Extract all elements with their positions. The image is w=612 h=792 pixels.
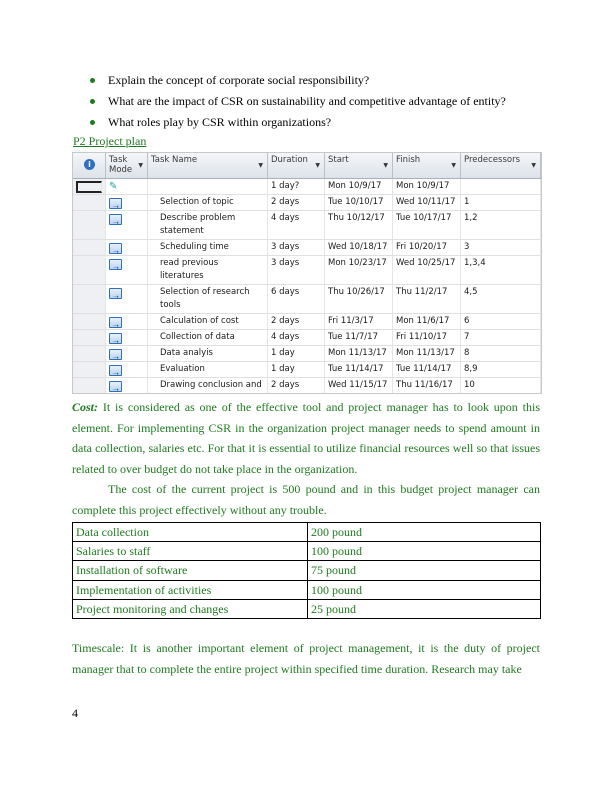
task-name-cell[interactable] <box>148 179 268 194</box>
auto-scheduled-icon <box>109 333 122 344</box>
table-header <box>73 153 541 179</box>
table-row[interactable]: ➝ Selection of topic 2 days Tue 10/10/17 Wed 10/11/17 1 <box>73 195 541 211</box>
task-name-cell[interactable]: Data analyis <box>148 346 268 361</box>
column-header-start[interactable]: Start ▼ <box>325 153 393 178</box>
task-name-cell[interactable]: Collection of data <box>148 330 268 345</box>
dropdown-arrow-icon[interactable]: ▼ <box>138 162 143 169</box>
task-name-cell[interactable]: Selection of topic <box>148 195 268 210</box>
task-name-cell[interactable]: read previous literatures <box>148 256 268 284</box>
dropdown-arrow-icon[interactable]: ▼ <box>315 162 320 169</box>
section-heading: P2 Project plan <box>73 134 147 148</box>
task-name-cell[interactable]: Scheduling time <box>148 240 268 255</box>
selected-cell[interactable] <box>76 181 102 193</box>
question-list <box>90 70 506 133</box>
dropdown-arrow-icon[interactable]: ▼ <box>383 162 388 169</box>
auto-scheduled-icon <box>109 259 122 270</box>
auto-scheduled-icon <box>109 214 122 225</box>
table-row: Installation of software 75 pound <box>73 561 541 580</box>
task-name-cell[interactable]: Describe problem statement <box>148 211 268 239</box>
task-name-cell[interactable]: Selection of research tools <box>148 285 268 313</box>
auto-scheduled-icon <box>109 365 122 376</box>
table-row[interactable]: ➝ Drawing conclusion and 2 days Wed 11/15/17 Thu 11/16/17 10 <box>73 378 541 394</box>
column-header-duration[interactable]: Duration ▼ <box>268 153 325 178</box>
column-header-task-name[interactable]: Task Name ▼ <box>148 153 268 178</box>
column-header-finish[interactable]: Finish ▼ <box>393 153 461 178</box>
table-row[interactable]: ➝ read previous literatures 3 days Mon 10/23/17 Wed 10/25/17 1,3,4 <box>73 256 541 285</box>
table-row[interactable]: ➝ Describe problem statement 4 days Thu 10/12/17 Tue 10/17/17 1,2 <box>73 211 541 240</box>
auto-scheduled-icon <box>109 381 122 392</box>
header-info-cell[interactable] <box>73 153 106 178</box>
dropdown-arrow-icon[interactable]: ▼ <box>451 162 456 169</box>
budget-paragraph: The cost of the current project is 500 pound and in this budget project manager can complete this project effectively without any trouble. <box>72 482 540 517</box>
table-row: Salaries to staff 100 pound <box>73 542 541 561</box>
cost-breakdown-table <box>72 522 541 619</box>
column-header-predecessors[interactable]: Predecessors ▼ <box>461 153 541 178</box>
auto-scheduled-icon <box>109 317 122 328</box>
table-row[interactable]: ➝ Evaluation 1 day Tue 11/14/17 Tue 11/14/17 8,9 <box>73 362 541 378</box>
table-row[interactable]: ✎ 1 day? Mon 10/9/17 Mon 10/9/17 <box>73 179 541 195</box>
auto-scheduled-icon <box>109 288 122 299</box>
list-item: What roles play by CSR within organizations? <box>90 112 506 133</box>
pin-icon: ✎ <box>109 181 118 192</box>
bullet-dot-icon <box>90 120 95 125</box>
project-task-table <box>72 152 542 394</box>
column-header-task-mode[interactable]: Task Mode ▼ <box>106 153 148 178</box>
dropdown-arrow-icon[interactable]: ▼ <box>531 162 536 169</box>
cost-label: Cost: <box>72 400 99 414</box>
table-row[interactable]: ➝ Selection of research tools 6 days Thu 10/26/17 Thu 11/2/17 4,5 <box>73 285 541 314</box>
auto-scheduled-icon <box>109 349 122 360</box>
table-row: Data collection 200 pound <box>73 523 541 542</box>
task-name-cell[interactable]: Evaluation <box>148 362 268 377</box>
table-row[interactable]: ➝ Collection of data 4 days Tue 11/7/17 Fri 11/10/17 7 <box>73 330 541 346</box>
task-name-cell[interactable]: Drawing conclusion and <box>148 378 268 394</box>
auto-scheduled-icon <box>109 198 122 209</box>
dropdown-arrow-icon[interactable]: ▼ <box>258 162 263 169</box>
timescale-paragraph: Timescale: It is another important element of project management, it is the duty of project manager that to complete the entire project within specified time duration. Research may take <box>72 641 540 676</box>
cost-paragraph: Cost: It is considered as one of the effective tool and project manager has to look upon this element. For implementing CSR in the organization project manager needs to spend amount in data collection, salaries etc. For that it is essential to utilize financial resources well so that issues related to over budget do not take place in the organization. <box>72 400 540 476</box>
info-icon: i <box>84 159 95 170</box>
bullet-dot-icon <box>90 78 95 83</box>
table-row: Implementation of activities 100 pound <box>73 580 541 599</box>
auto-scheduled-icon <box>109 243 122 254</box>
table-row[interactable]: ➝ Scheduling time 3 days Wed 10/18/17 Fri 10/20/17 3 <box>73 240 541 256</box>
table-row[interactable]: ➝ Calculation of cost 2 days Fri 11/3/17 Mon 11/6/17 6 <box>73 314 541 330</box>
table-row: Project monitoring and changes 25 pound <box>73 599 541 618</box>
list-item: Explain the concept of corporate social responsibility? <box>90 70 506 91</box>
task-name-cell[interactable]: Calculation of cost <box>148 314 268 329</box>
page-number: 4 <box>72 706 78 720</box>
list-item: What are the impact of CSR on sustainability and competitive advantage of entity? <box>90 91 506 112</box>
bullet-dot-icon <box>90 99 95 104</box>
table-row[interactable]: ➝ Data analyis 1 day Mon 11/13/17 Mon 11/13/17 8 <box>73 346 541 362</box>
